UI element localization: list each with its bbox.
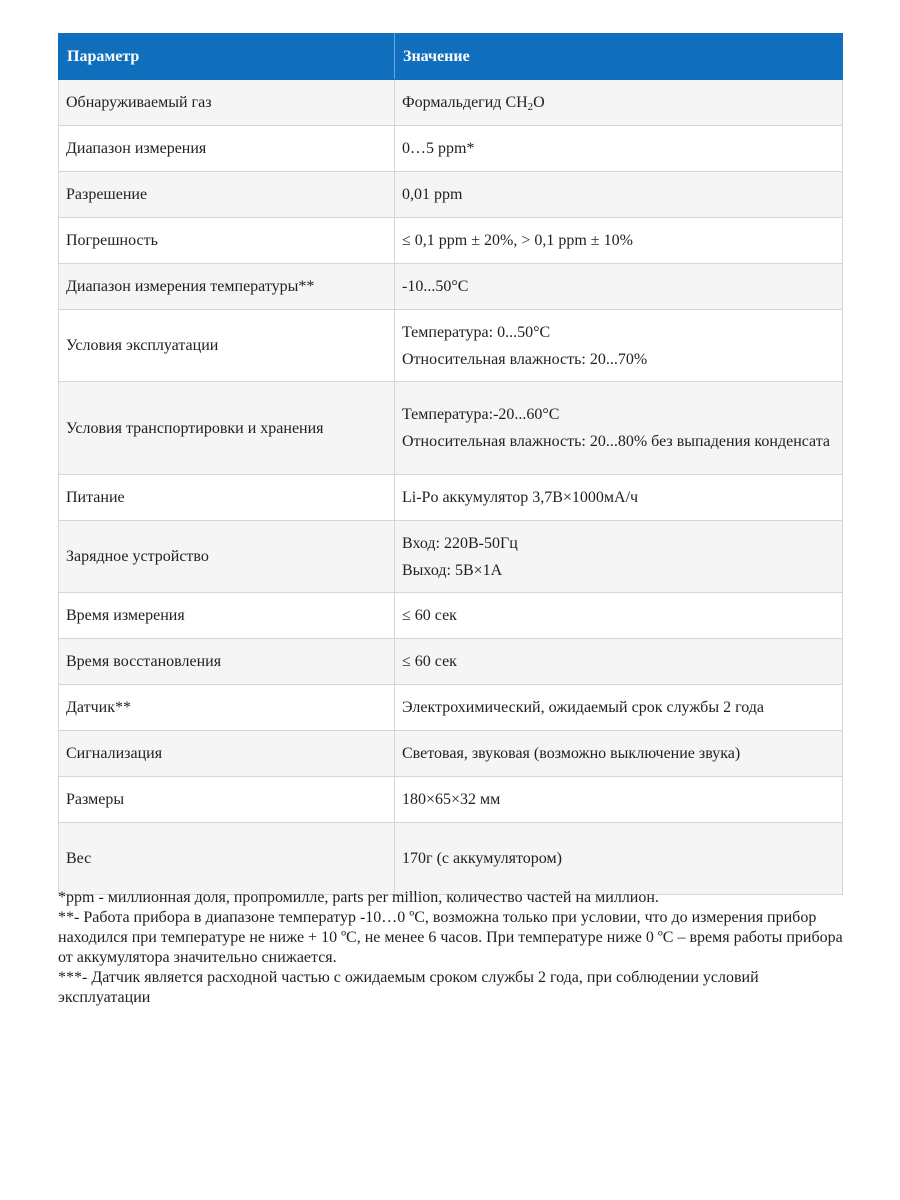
value-cell: Li-Po аккумулятор 3,7В×1000мА/ч — [395, 475, 843, 521]
footnote-temperature: **- Работа прибора в диапазоне температур -10…0 ºС, возможна только при условии, что до измерения прибор находился при температуре не ниже + 10 ºС, не менее 6 часов. При температуре ниже 0 ºС – время работы прибора от аккумулятора значительно снижается. — [58, 909, 843, 966]
value-cell: 170г (с аккумулятором) — [395, 823, 843, 895]
value-cell: ≤ 60 сек — [395, 639, 843, 685]
table-row — [59, 126, 843, 172]
param-cell: Вес — [59, 823, 395, 895]
param-cell: Условия эксплуатации — [59, 310, 395, 382]
value-cell: ≤ 0,1 ppm ± 20%, > 0,1 ppm ± 10% — [395, 218, 843, 264]
param-cell: Диапазон измерения — [59, 126, 395, 172]
spec-table — [58, 33, 843, 895]
value-line: Вход: 220В-50Гц — [402, 534, 518, 552]
param-cell: Время измерения — [59, 593, 395, 639]
value-cell — [395, 521, 843, 593]
table-header-row — [59, 34, 843, 80]
value-cell: ≤ 60 сек — [395, 593, 843, 639]
value-line: Температура: 0...50°C — [402, 323, 551, 341]
spec-sheet — [58, 33, 842, 895]
value-cell — [395, 80, 843, 126]
param-cell: Диапазон измерения температуры** — [59, 264, 395, 310]
param-cell: Датчик** — [59, 685, 395, 731]
footnote-sensor: ***- Датчик является расходной частью с ожидаемым сроком службы 2 года, при соблюдении условий эксплуатации — [58, 969, 759, 1006]
footnotes — [58, 888, 848, 1008]
value-cell — [395, 382, 843, 475]
table-row — [59, 310, 843, 382]
value-cell — [395, 310, 843, 382]
value-cell: 0…5 ppm* — [395, 126, 843, 172]
value-cell: 0,01 ppm — [395, 172, 843, 218]
value-cell: Электрохимический, ожидаемый срок службы 2 года — [395, 685, 843, 731]
param-cell: Разрешение — [59, 172, 395, 218]
table-row — [59, 218, 843, 264]
param-cell: Погрешность — [59, 218, 395, 264]
value-cell: 180×65×32 мм — [395, 777, 843, 823]
header-param: Параметр — [59, 34, 395, 80]
footnote-ppm: *ppm - миллионная доля, пропромилле, parts per million, количество частей на миллион. — [58, 889, 659, 906]
table-row — [59, 80, 843, 126]
table-row — [59, 685, 843, 731]
table-row — [59, 639, 843, 685]
param-cell: Размеры — [59, 777, 395, 823]
value-cell: Световая, звуковая (возможно выключение звука) — [395, 731, 843, 777]
table-row — [59, 731, 843, 777]
value-line: Относительная влажность: 20...70% — [402, 350, 648, 368]
value-cell: -10...50°C — [395, 264, 843, 310]
param-cell: Питание — [59, 475, 395, 521]
value-text: O — [533, 94, 545, 111]
value-subscript: 2 — [527, 101, 534, 113]
table-row — [59, 593, 843, 639]
value-text: Формальдегид CH — [402, 94, 528, 111]
table-row — [59, 475, 843, 521]
param-cell: Условия транспортировки и хранения — [59, 382, 395, 475]
param-cell: Обнаруживаемый газ — [59, 80, 395, 126]
param-cell: Зарядное устройство — [59, 521, 395, 593]
table-row — [59, 382, 843, 475]
table-row — [59, 777, 843, 823]
table-row — [59, 172, 843, 218]
value-line: Выход: 5В×1А — [402, 561, 503, 579]
param-cell: Время восстановления — [59, 639, 395, 685]
header-value: Значение — [395, 34, 843, 80]
table-row — [59, 823, 843, 895]
value-line: Относительная влажность: 20...80% без выпадения конденсата — [402, 433, 831, 450]
table-row — [59, 264, 843, 310]
param-cell: Сигнализация — [59, 731, 395, 777]
table-row — [59, 521, 843, 593]
value-line: Температура:-20...60°C — [402, 406, 560, 423]
